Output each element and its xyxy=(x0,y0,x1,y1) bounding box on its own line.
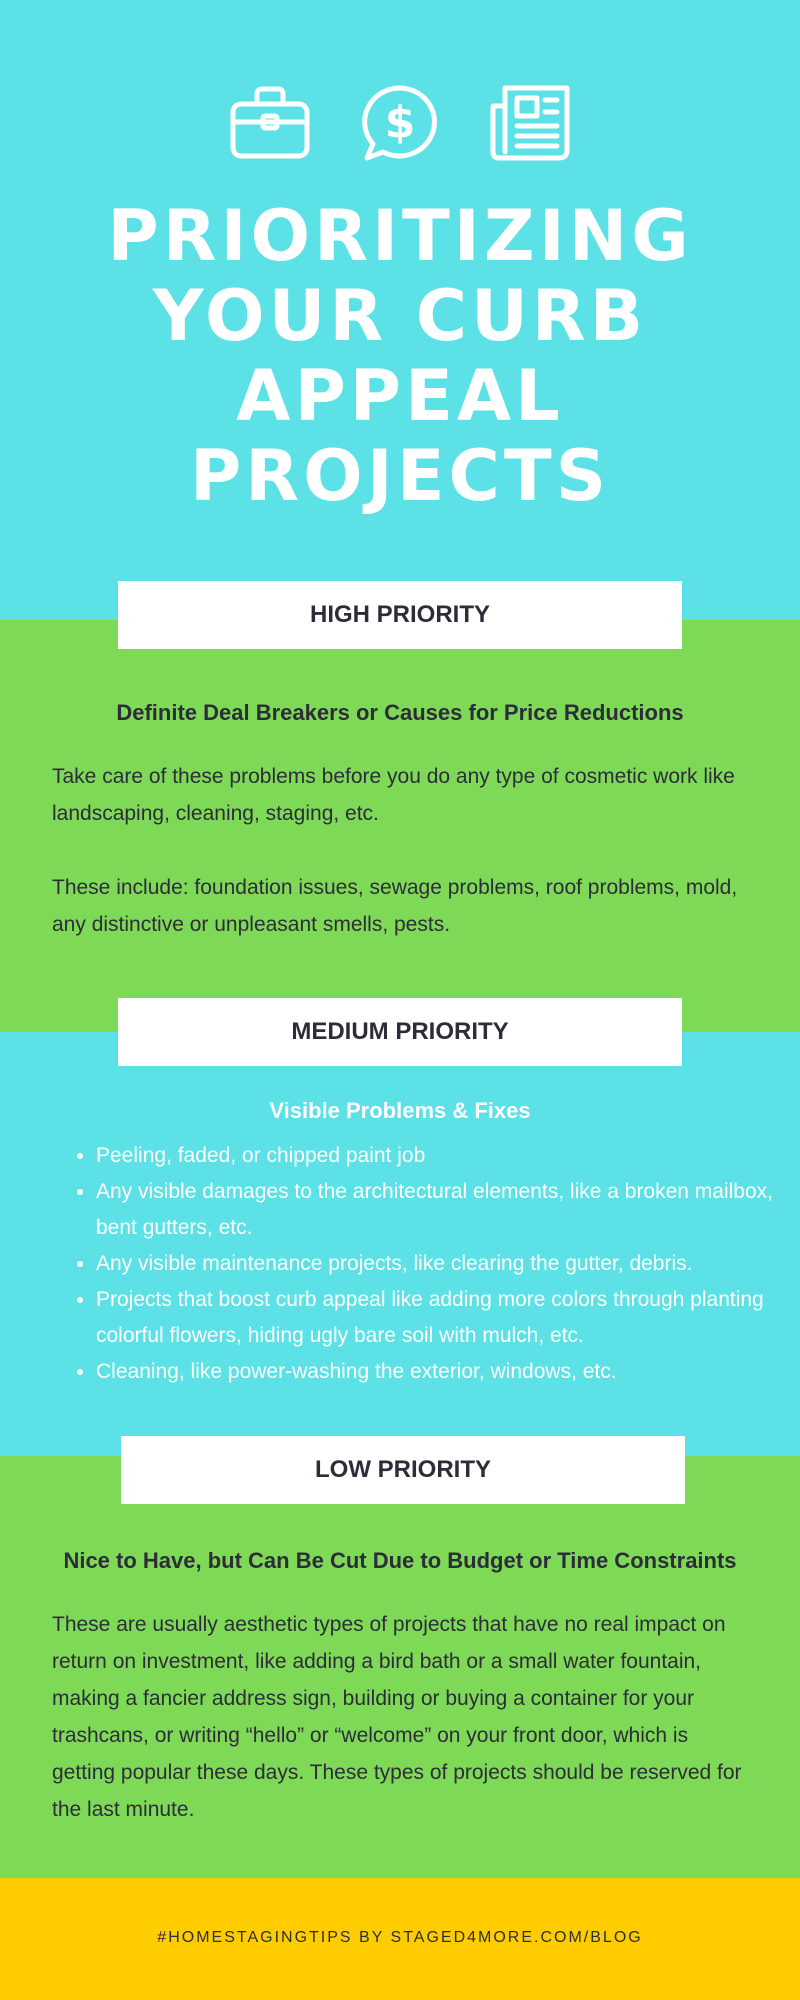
medium-priority-list xyxy=(56,1138,786,1390)
list-item: • Cleaning, like power-washing the exterior, windows, etc. xyxy=(96,1354,786,1390)
list-item: • Any visible maintenance projects, like clearing the gutter, debris. xyxy=(96,1246,786,1282)
briefcase-icon xyxy=(229,84,311,162)
medium-priority-subtitle: Visible Problems & Fixes xyxy=(269,1098,531,1123)
svg-text:$: $ xyxy=(384,97,416,148)
title-line: APPEAL xyxy=(236,355,564,437)
medium-priority-label: MEDIUM PRIORITY xyxy=(118,998,682,1066)
hero-icons xyxy=(0,84,800,162)
newspaper-icon xyxy=(489,84,571,162)
title-line: PROJECTS xyxy=(189,435,611,517)
title-line: PRIORITIZING xyxy=(107,195,693,277)
high-priority-label: HIGH PRIORITY xyxy=(118,581,682,649)
low-priority-paragraph: These are usually aesthetic types of projects that have no real impact on return on investment, like adding a bird bath or a small water fountain, making a fancier address sign, building or buying a container for your trashcans, or writing “hello” or “welcome” on your front door, which is getting popular these days. These types of projects should be reserved for the last minute. xyxy=(52,1613,742,1821)
page-title xyxy=(0,196,800,516)
high-priority-paragraph: Take care of these problems before you do any type of cosmetic work like landscaping, cleaning, staging, etc. xyxy=(52,765,735,825)
low-priority-label: LOW PRIORITY xyxy=(121,1436,685,1504)
footer-credit: #HOMESTAGINGTIPS BY STAGED4MORE.COM/BLOG xyxy=(157,1929,643,1946)
title-line: YOUR CURB xyxy=(152,275,648,357)
list-item: • Peeling, faded, or chipped paint job xyxy=(96,1138,786,1174)
list-item: • Projects that boost curb appeal like adding more colors through planting colorful flowers, hiding ugly bare soil with mulch, etc. xyxy=(96,1282,786,1354)
low-priority-subtitle: Nice to Have, but Can Be Cut Due to Budget or Time Constraints xyxy=(63,1548,737,1573)
dollar-chat-icon xyxy=(359,84,441,162)
high-priority-paragraph: These include: foundation issues, sewage problems, roof problems, mold, any distinctive or unpleasant smells, pests. xyxy=(52,876,738,936)
high-priority-subtitle: Definite Deal Breakers or Causes for Price Reductions xyxy=(116,700,684,725)
list-item: • Any visible damages to the architectural elements, like a broken mailbox, bent gutters, etc. xyxy=(96,1174,786,1246)
